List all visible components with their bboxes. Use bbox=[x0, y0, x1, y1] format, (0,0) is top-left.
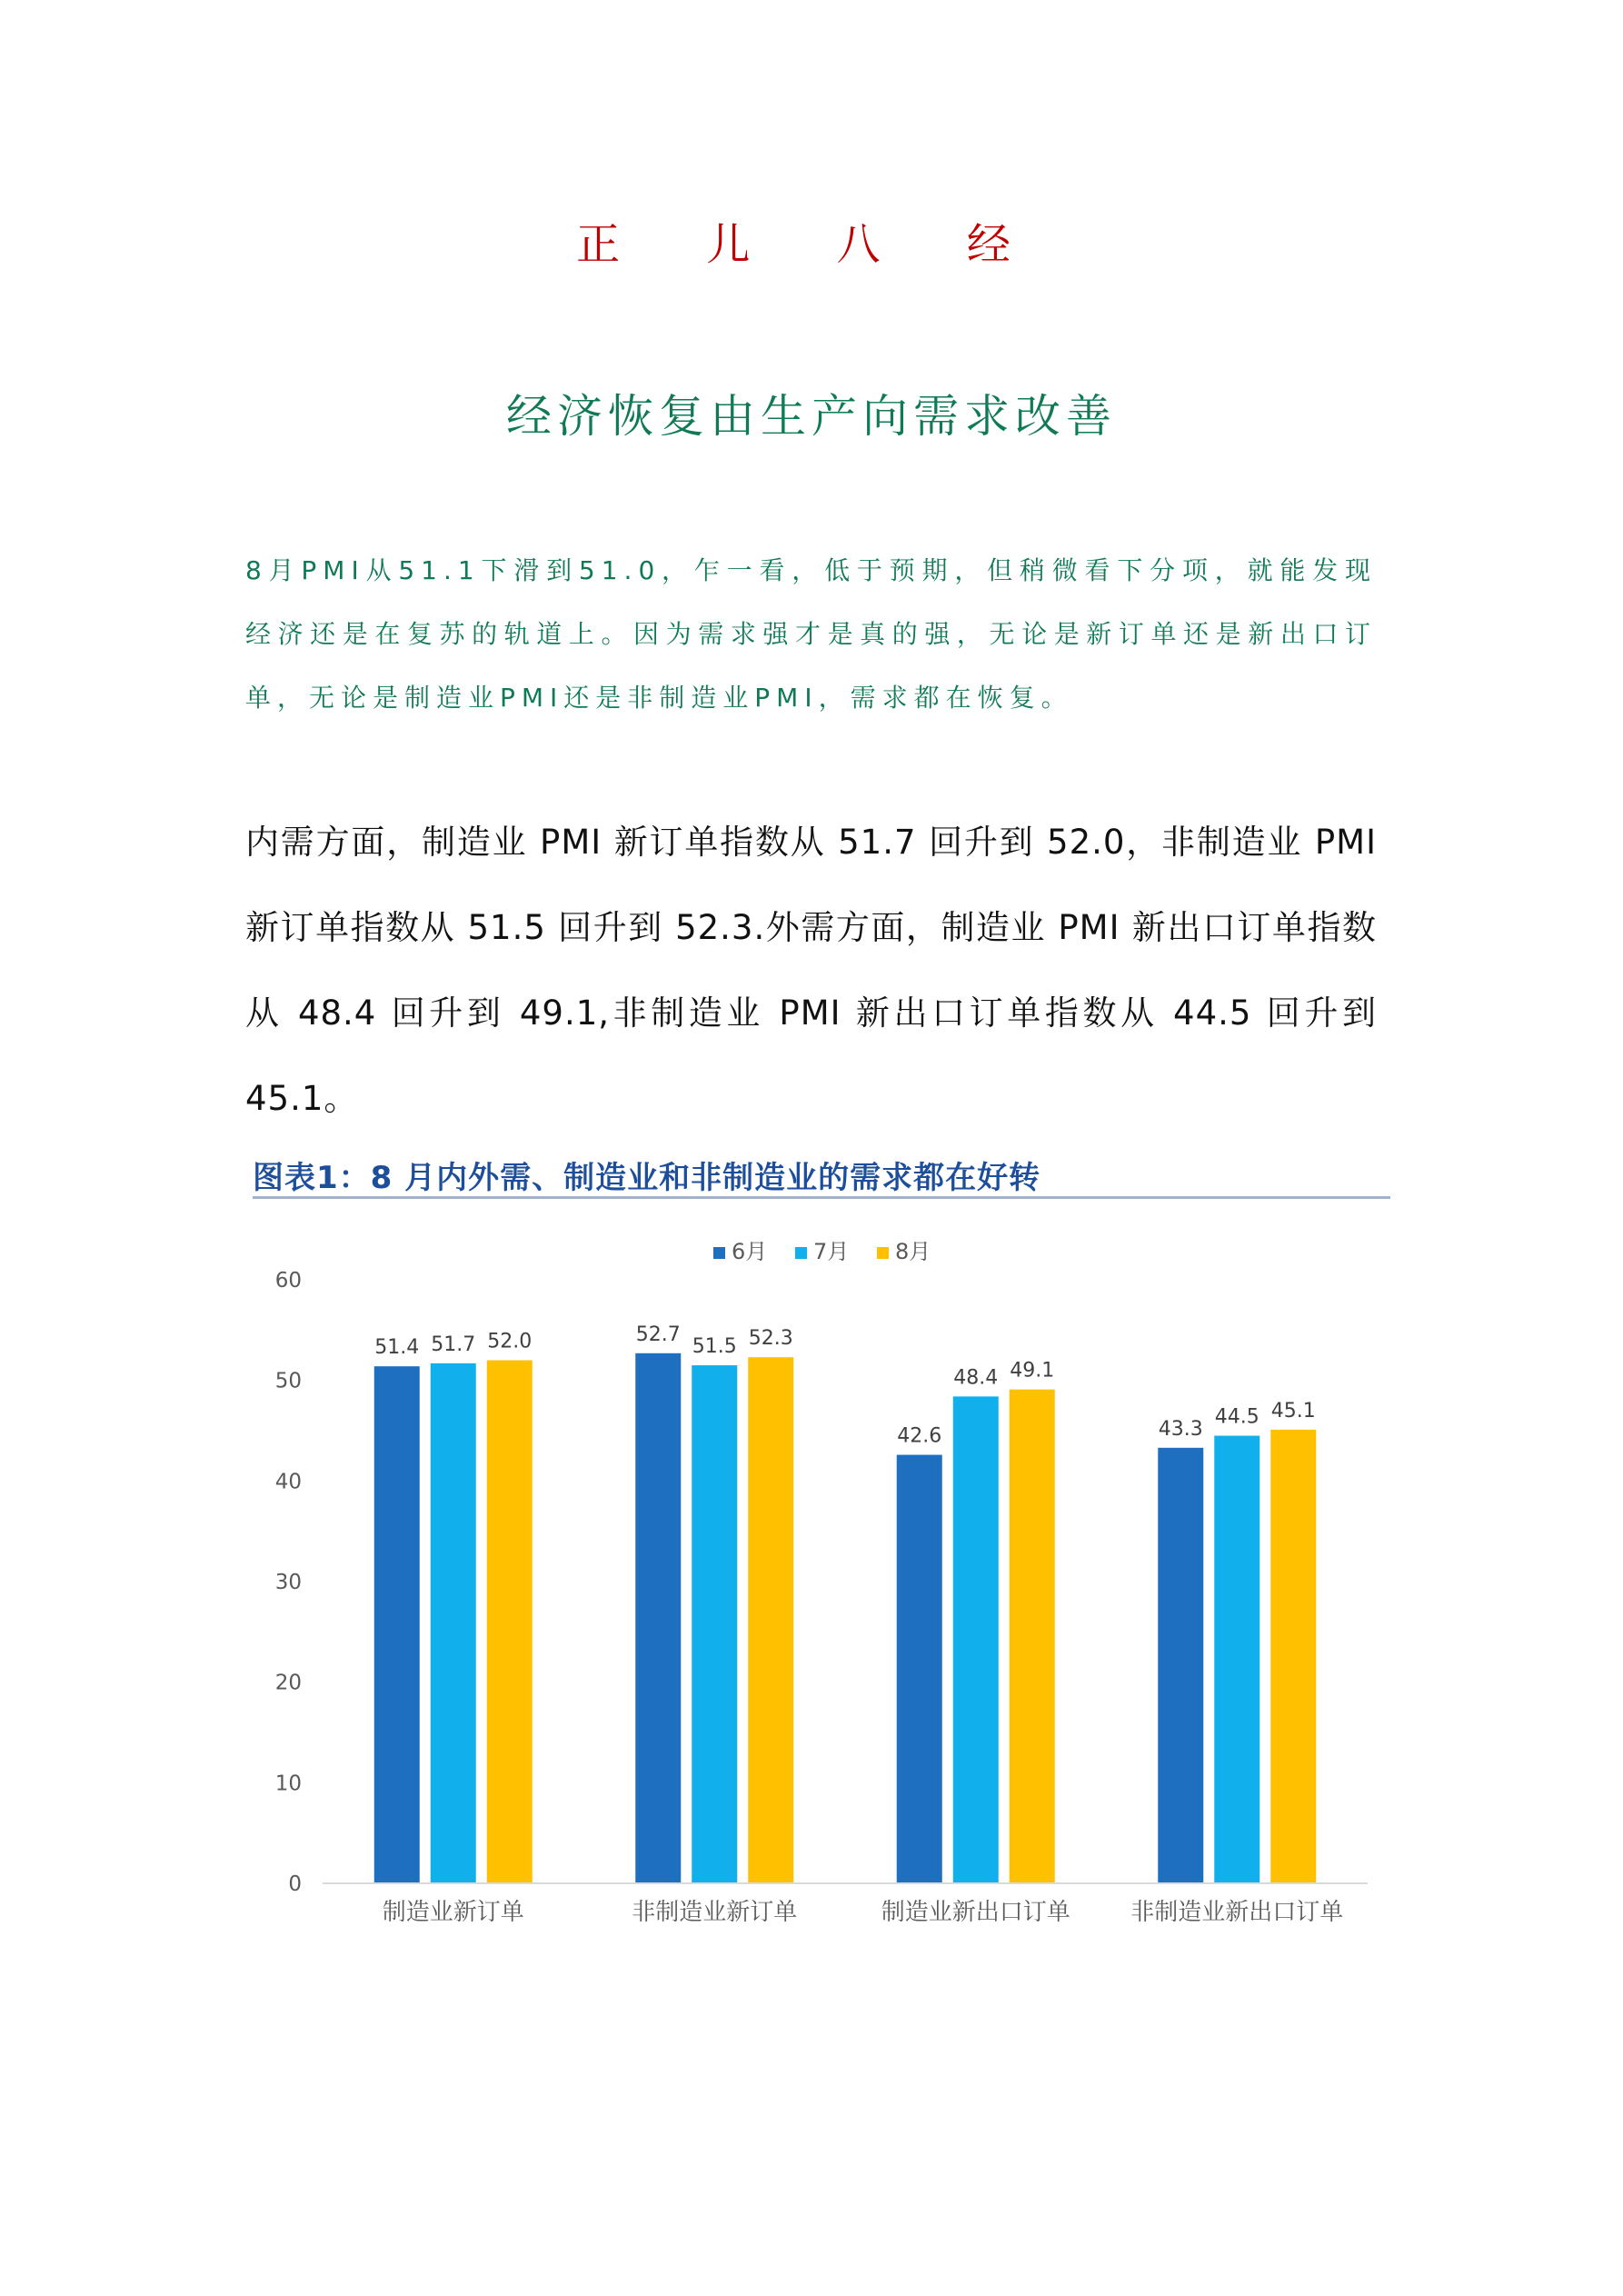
bar bbox=[692, 1365, 737, 1883]
y-tick-label: 0 bbox=[288, 1872, 302, 1896]
chart-title: 图表1：8 月内外需、制造业和非制造业的需求都在好转 bbox=[253, 1160, 1041, 1196]
y-tick-label: 50 bbox=[274, 1369, 302, 1393]
bar bbox=[487, 1361, 533, 1883]
legend-label: 7月 bbox=[813, 1239, 850, 1264]
legend-label: 6月 bbox=[732, 1239, 768, 1264]
brand-title: 正 儿 八 经 bbox=[576, 219, 1047, 270]
bar-value-label: 44.5 bbox=[1214, 1405, 1260, 1429]
bar bbox=[431, 1363, 476, 1883]
article-subtitle: 经济恢复由生产向需求改善 bbox=[506, 390, 1117, 443]
y-tick-label: 30 bbox=[274, 1571, 302, 1594]
bar bbox=[748, 1357, 793, 1883]
summary-paragraph: 8月PMI从51.1下滑到51.0，乍一看，低于预期，但稍微看下分项，就能发现经济还是在复苏的轨道上。因为需求强才是真的强，无论是新订单还是新出口订单，无论是制造业PMI还是非制造业PMI，需求都在恢复。 bbox=[245, 555, 1377, 713]
x-tick-label: 制造业新出口订单 bbox=[881, 1899, 1070, 1926]
bar-value-label: 52.7 bbox=[635, 1323, 681, 1346]
legend-label: 8月 bbox=[895, 1239, 931, 1264]
chart-legend bbox=[713, 1239, 931, 1264]
x-tick-label: 非制造业新订单 bbox=[632, 1899, 798, 1926]
bar bbox=[635, 1353, 681, 1883]
bar-value-label: 51.7 bbox=[431, 1333, 476, 1356]
bar bbox=[953, 1396, 999, 1883]
bar-value-label: 45.1 bbox=[1270, 1399, 1316, 1423]
bar-value-label: 52.3 bbox=[748, 1327, 793, 1351]
bar bbox=[1270, 1430, 1316, 1883]
bar bbox=[1010, 1390, 1055, 1883]
bar bbox=[374, 1366, 420, 1883]
bar-value-label: 48.4 bbox=[953, 1366, 999, 1390]
x-tick-label: 制造业新订单 bbox=[382, 1899, 524, 1926]
y-tick-label: 40 bbox=[274, 1470, 302, 1494]
bar-value-label: 51.4 bbox=[374, 1336, 420, 1360]
legend-swatch bbox=[877, 1247, 889, 1259]
bar-value-label: 51.5 bbox=[692, 1335, 737, 1359]
x-tick-label: 非制造业新出口订单 bbox=[1130, 1899, 1344, 1926]
bar-value-label: 49.1 bbox=[1010, 1359, 1055, 1383]
bar bbox=[1158, 1448, 1203, 1883]
legend-swatch bbox=[795, 1247, 807, 1259]
bar bbox=[897, 1455, 942, 1883]
y-tick-label: 10 bbox=[274, 1772, 302, 1796]
y-tick-label: 20 bbox=[274, 1671, 302, 1695]
bar-chart bbox=[245, 1209, 1399, 1954]
bar-value-label: 52.0 bbox=[487, 1330, 533, 1353]
bar bbox=[1214, 1436, 1260, 1883]
body-paragraph: 内需方面，制造业 PMI 新订单指数从 51.7 回升到 52.0，非制造业 PMI 新订单指数从 51.5 回升到 52.3.外需方面，制造业 PMI 新出口订单指数从 48.4 回升到 49.1,非制造业 PMI 新出口订单指数从 44.5 回升到 45.1。 bbox=[245, 823, 1377, 1118]
bar-value-label: 42.6 bbox=[897, 1424, 942, 1448]
bar-value-label: 43.3 bbox=[1158, 1417, 1203, 1441]
y-tick-label: 60 bbox=[274, 1269, 302, 1293]
chart-title-rule bbox=[253, 1196, 1390, 1199]
legend-swatch bbox=[713, 1247, 725, 1259]
